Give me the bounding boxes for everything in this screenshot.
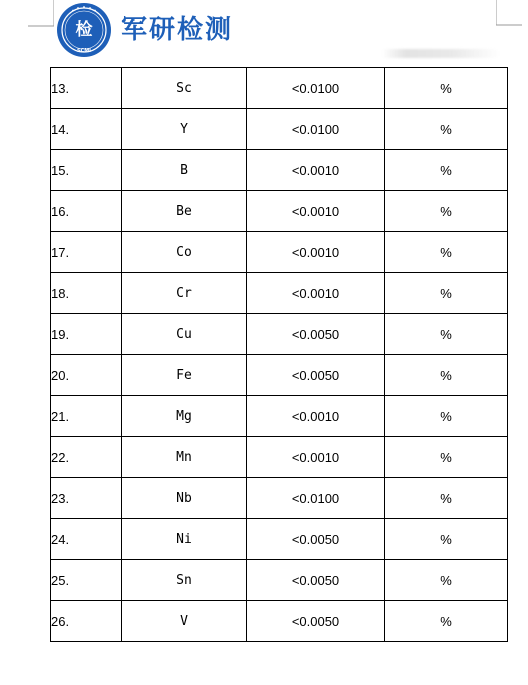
table-row [51, 150, 508, 191]
table-row [51, 601, 508, 642]
element-cell: Co [122, 232, 247, 273]
row-number-cell: 14. [51, 109, 122, 150]
unit-cell: % [385, 355, 508, 396]
element-cell: Nb [122, 478, 247, 519]
element-cell: Ni [122, 519, 247, 560]
row-number-cell: 16. [51, 191, 122, 232]
unit-cell: % [385, 191, 508, 232]
result-cell: <0.0050 [247, 519, 385, 560]
result-cell: <0.0010 [247, 273, 385, 314]
result-cell: <0.0100 [247, 68, 385, 109]
table-row [51, 560, 508, 601]
element-cell: Y [122, 109, 247, 150]
unit-cell: % [385, 109, 508, 150]
table-row [51, 437, 508, 478]
unit-cell: % [385, 437, 508, 478]
element-cell: Mn [122, 437, 247, 478]
table-row [51, 396, 508, 437]
unit-cell: % [385, 68, 508, 109]
result-cell: <0.0100 [247, 109, 385, 150]
element-cell: B [122, 150, 247, 191]
logo-monogram: 检 [75, 20, 93, 40]
row-number-cell: 24. [51, 519, 122, 560]
result-cell: <0.0010 [247, 191, 385, 232]
table-row [51, 68, 508, 109]
table-row [51, 232, 508, 273]
unit-cell: % [385, 396, 508, 437]
row-number-cell: 13. [51, 68, 122, 109]
row-number-cell: 20. [51, 355, 122, 396]
crop-mark-top-right [496, 0, 522, 26]
table-row [51, 355, 508, 396]
element-cell: V [122, 601, 247, 642]
unit-cell: % [385, 560, 508, 601]
unit-cell: % [385, 478, 508, 519]
table-row [51, 109, 508, 150]
results-table-body [51, 68, 508, 642]
unit-cell: % [385, 273, 508, 314]
element-cell: Be [122, 191, 247, 232]
result-cell: <0.0050 [247, 355, 385, 396]
row-number-cell: 17. [51, 232, 122, 273]
crop-mark-top-left [28, 0, 54, 36]
element-cell: Cu [122, 314, 247, 355]
result-cell: <0.0010 [247, 150, 385, 191]
unit-cell: % [385, 232, 508, 273]
unit-cell: % [385, 601, 508, 642]
results-table [50, 67, 508, 642]
result-cell: <0.0010 [247, 437, 385, 478]
row-number-cell: 22. [51, 437, 122, 478]
result-cell: <0.0050 [247, 601, 385, 642]
result-cell: <0.0010 [247, 232, 385, 273]
result-cell: <0.0100 [247, 478, 385, 519]
table-row [51, 273, 508, 314]
element-cell: Fe [122, 355, 247, 396]
row-number-cell: 21. [51, 396, 122, 437]
brand-name: 军研检测 [121, 15, 234, 45]
element-cell: Mg [122, 396, 247, 437]
row-number-cell: 25. [51, 560, 122, 601]
table-row [51, 478, 508, 519]
table-row [51, 191, 508, 232]
result-cell: <0.0010 [247, 396, 385, 437]
element-cell: Sc [122, 68, 247, 109]
element-cell: Cr [122, 273, 247, 314]
logo-badge-text: SCMI [76, 48, 92, 54]
result-cell: <0.0050 [247, 314, 385, 355]
unit-cell: % [385, 150, 508, 191]
row-number-cell: 26. [51, 601, 122, 642]
row-number-cell: 19. [51, 314, 122, 355]
document-header [0, 0, 528, 64]
company-logo [56, 2, 112, 58]
unit-cell: % [385, 314, 508, 355]
element-cell: Sn [122, 560, 247, 601]
row-number-cell: 15. [51, 150, 122, 191]
redacted-header-text [382, 49, 500, 58]
result-cell: <0.0050 [247, 560, 385, 601]
row-number-cell: 18. [51, 273, 122, 314]
table-row [51, 314, 508, 355]
unit-cell: % [385, 519, 508, 560]
row-number-cell: 23. [51, 478, 122, 519]
table-row [51, 519, 508, 560]
